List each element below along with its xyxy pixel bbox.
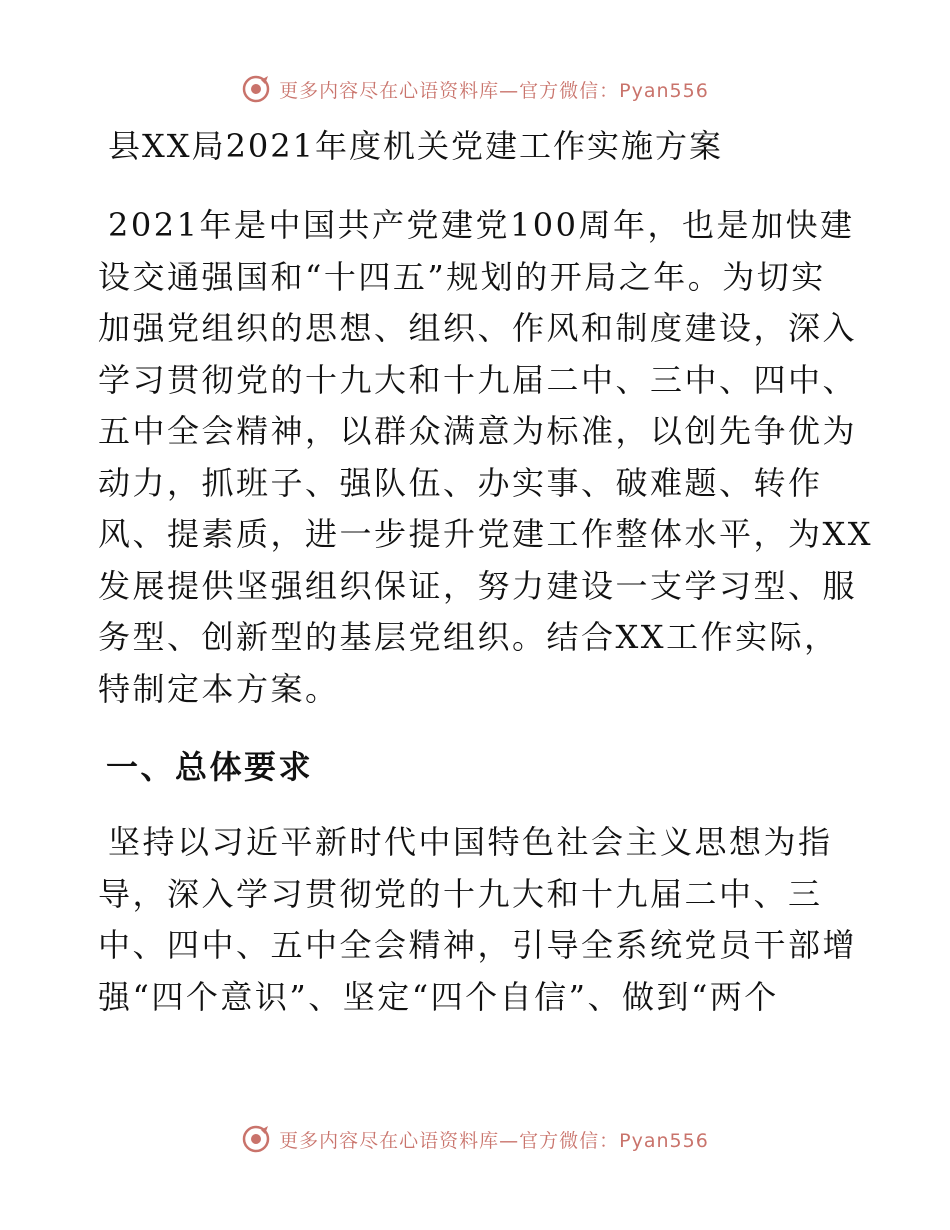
watermark-text: 更多内容尽在心语资料库—官方微信：Pyan556 <box>279 1129 709 1152</box>
intro-line: 学习贯彻党的十九大和十九届二中、三中、四中、 <box>98 360 858 399</box>
section1-line: 导，深入学习贯彻党的十九大和十九届二中、三 <box>98 874 823 913</box>
intro-paragraph <box>98 200 874 715</box>
watermark-header <box>0 74 950 104</box>
intro-line: 加强党组织的思想、组织、作风和制度建设，深入 <box>98 309 858 347</box>
intro-line: 五中全会精神，以群众满意为标准，以创先争优为 <box>98 412 858 450</box>
watermark-footer <box>0 1124 950 1154</box>
intro-line: 特制定本方案。 <box>98 669 340 708</box>
intro-line: 发展提供坚强组织保证，努力建设一支学习型、服 <box>98 566 858 605</box>
document-body <box>98 120 874 1023</box>
document-title: 县XX局2021年度机关党建工作实施方案 <box>108 127 724 165</box>
section-heading-general-requirements: 一、总体要求 <box>106 748 314 786</box>
watermark-logo-icon <box>241 74 271 104</box>
watermark-logo-icon <box>241 1124 271 1154</box>
intro-line: 风、提素质，进一步提升党建工作整体水平，为XX <box>98 515 874 553</box>
intro-line: 务型、创新型的基层党组织。结合XX工作实际， <box>98 618 839 656</box>
section1-line: 中、四中、五中全会精神，引导全系统党员干部增 <box>98 926 858 964</box>
section1-line: 强“四个意识”、坚定“四个自信”、做到“两个 <box>98 977 779 1016</box>
section1-paragraph <box>98 817 858 1023</box>
intro-line: 动力，抓班子、强队伍、办实事、破难题、转作 <box>98 463 823 502</box>
section1-line: 坚持以习近平新时代中国特色社会主义思想为指 <box>108 823 833 861</box>
intro-line: 2021年是中国共产党建党100周年，也是加快建 <box>108 206 855 244</box>
watermark-text: 更多内容尽在心语资料库—官方微信：Pyan556 <box>279 79 709 102</box>
intro-line: 设交通强国和“十四五”规划的开局之年。为切实 <box>98 257 826 296</box>
